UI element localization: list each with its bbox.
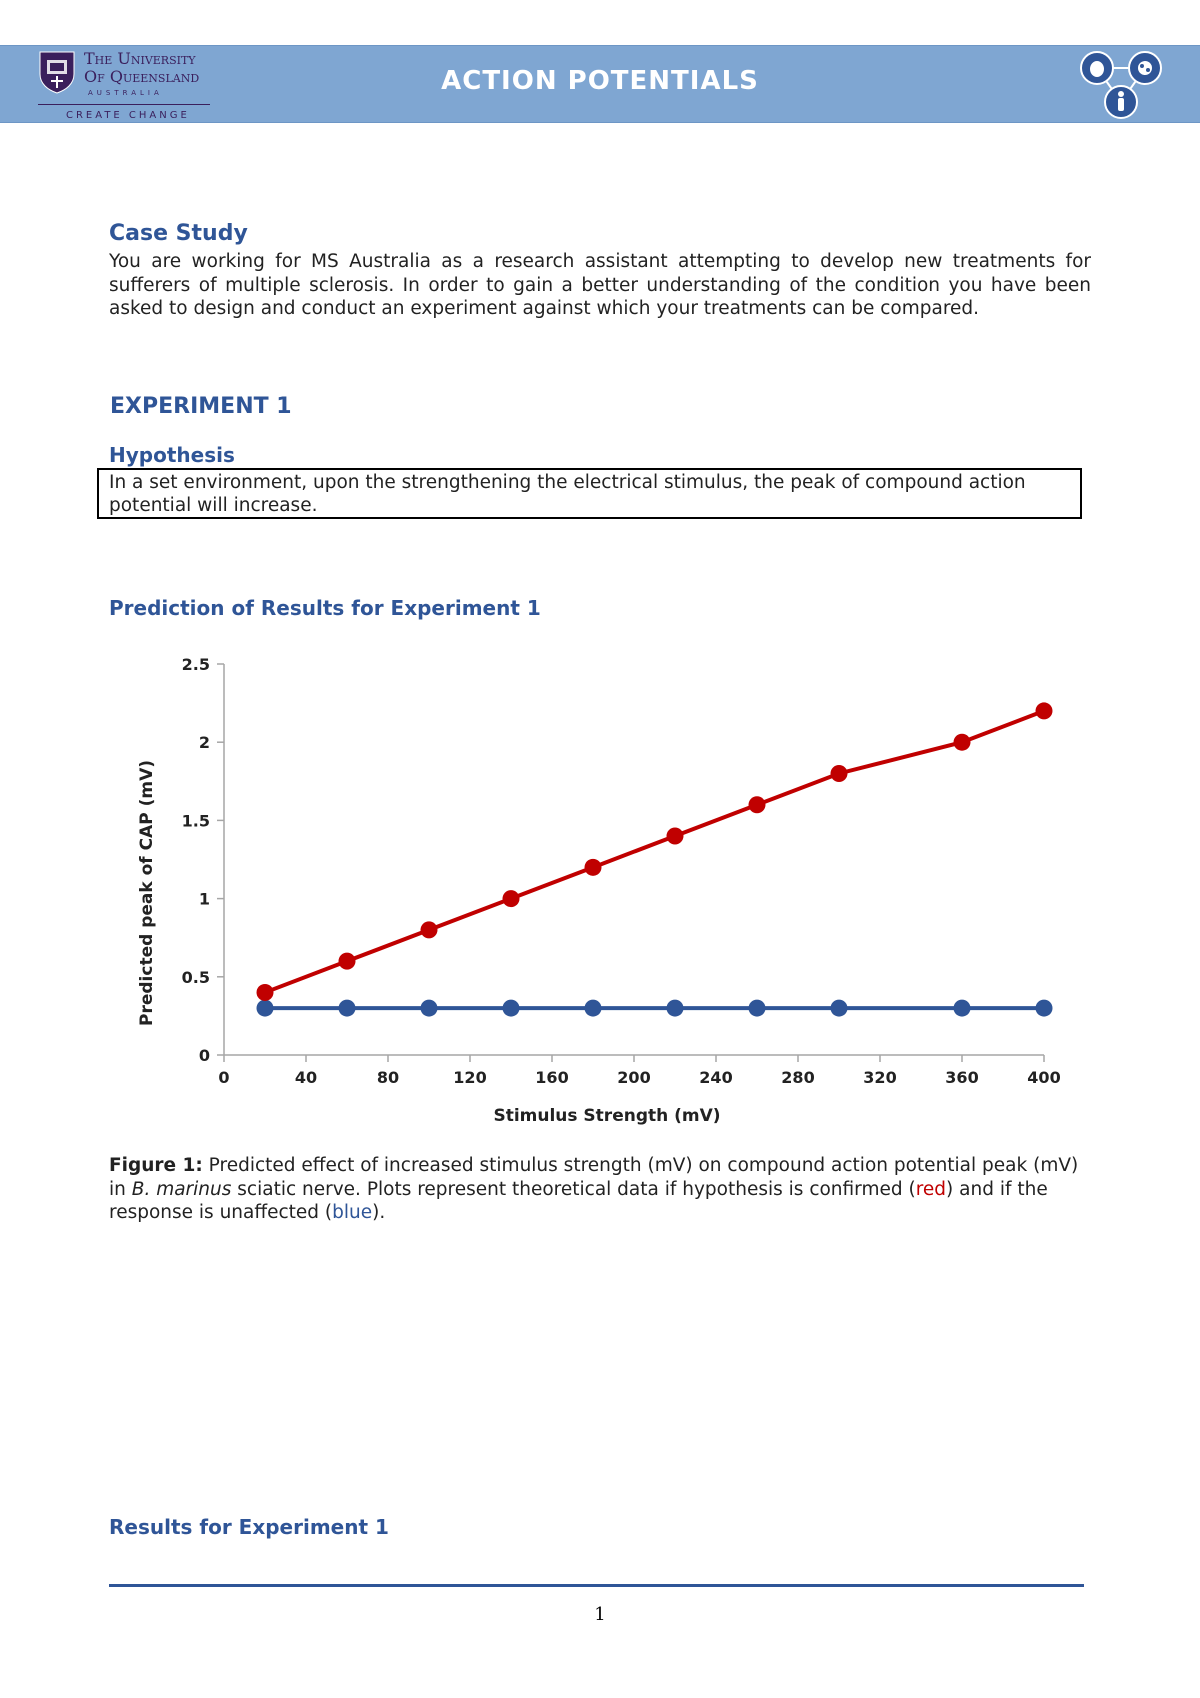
y-tick-label: 0: [198, 1046, 210, 1065]
caption-blue-word: blue: [332, 1202, 373, 1223]
case-study-heading: Case Study: [109, 221, 248, 246]
x-tick-label: 240: [699, 1068, 733, 1087]
data-point-hypothesis-confirmed: [831, 765, 848, 782]
caption-part4: ).: [372, 1202, 386, 1223]
data-point-hypothesis-confirmed: [1036, 702, 1053, 719]
x-tick-label: 120: [453, 1068, 487, 1087]
caption-part2: sciatic nerve. Plots represent theoretical data if hypothesis is confirmed (: [231, 1178, 916, 1200]
data-point-hypothesis-confirmed: [749, 796, 766, 813]
data-point-hypothesis-confirmed: [585, 859, 602, 876]
prediction-heading: Prediction of Results for Experiment 1: [109, 596, 541, 620]
hypothesis-box: [97, 468, 1082, 519]
university-country: AUSTRALIA: [88, 89, 163, 97]
data-point-hypothesis-confirmed: [503, 890, 520, 907]
x-tick-label: 360: [945, 1068, 979, 1087]
x-tick-label: 80: [376, 1068, 400, 1087]
data-point-response-unaffected: [503, 1000, 520, 1017]
data-point-response-unaffected: [257, 1000, 274, 1017]
x-tick-label: 320: [863, 1068, 897, 1087]
data-point-response-unaffected: [585, 1000, 602, 1017]
x-tick-label: 400: [1027, 1068, 1061, 1087]
footer-divider: [109, 1584, 1084, 1587]
page-title: ACTION POTENTIALS: [441, 66, 759, 96]
x-tick-label: 160: [535, 1068, 569, 1087]
hypothesis-heading: Hypothesis: [109, 443, 235, 467]
x-tick-label: 280: [781, 1068, 815, 1087]
prediction-chart: [130, 650, 1080, 1135]
chart-series: [257, 702, 1053, 1016]
species-name: B. marinus: [131, 1178, 232, 1200]
y-tick-label: 2: [198, 733, 210, 753]
x-axis-label: Stimulus Strength (mV): [493, 1106, 721, 1126]
y-axis-label: Predicted peak of CAP (mV): [137, 760, 157, 1026]
series-line-hypothesis-confirmed: [265, 711, 1044, 993]
university-name-line1: The University: [84, 49, 196, 68]
caption-part3: ) and if the response is unaffected (: [109, 1178, 1048, 1223]
data-point-hypothesis-confirmed: [421, 921, 438, 938]
data-point-response-unaffected: [421, 1000, 438, 1017]
figure-label: Figure 1:: [109, 1155, 203, 1176]
data-point-response-unaffected: [954, 1000, 971, 1017]
page-number: 1: [594, 1604, 606, 1625]
figure-caption: [109, 1154, 1091, 1225]
y-tick-label: 1.5: [181, 811, 210, 831]
header-band: [0, 45, 1200, 123]
data-point-hypothesis-confirmed: [257, 984, 274, 1001]
results-heading: Results for Experiment 1: [109, 1515, 389, 1539]
y-tick-label: 1: [198, 889, 210, 909]
y-tick-label: 0.5: [181, 967, 210, 987]
data-point-response-unaffected: [831, 1000, 848, 1017]
chart-axes: [182, 655, 1061, 1087]
case-study-text: You are working for MS Australia as a research assistant attempting to develop new treatments for sufferers of multiple sclerosis. In order to gain a better understanding of the condition you have been asked to design and conduct an experiment against which your treatments can be compared.: [109, 251, 1091, 319]
hypothesis-text: In a set environment, upon the strengthening the electrical stimulus, the peak of compound action potential will increase.: [109, 472, 1026, 516]
experiment-heading: EXPERIMENT 1: [110, 394, 292, 419]
x-tick-label: 0: [218, 1068, 230, 1087]
y-tick-label: 2.5: [181, 655, 210, 674]
data-point-response-unaffected: [667, 1000, 684, 1017]
university-name-line2: Of Queensland: [84, 67, 200, 86]
x-tick-label: 200: [617, 1068, 651, 1087]
university-tagline: CREATE CHANGE: [66, 110, 190, 121]
caption-red-word: red: [915, 1178, 947, 1200]
data-point-hypothesis-confirmed: [954, 734, 971, 751]
data-point-hypothesis-confirmed: [667, 828, 684, 845]
caption-part1: Predicted effect of increased stimulus strength (mV) on compound action potential peak (mV) in: [109, 1155, 1079, 1200]
logo-divider: [38, 104, 210, 105]
science-people-icon: [1075, 46, 1167, 122]
data-point-hypothesis-confirmed: [339, 953, 356, 970]
data-point-response-unaffected: [339, 1000, 356, 1017]
data-point-response-unaffected: [749, 1000, 766, 1017]
x-tick-label: 40: [294, 1068, 318, 1087]
data-point-response-unaffected: [1036, 1000, 1053, 1017]
